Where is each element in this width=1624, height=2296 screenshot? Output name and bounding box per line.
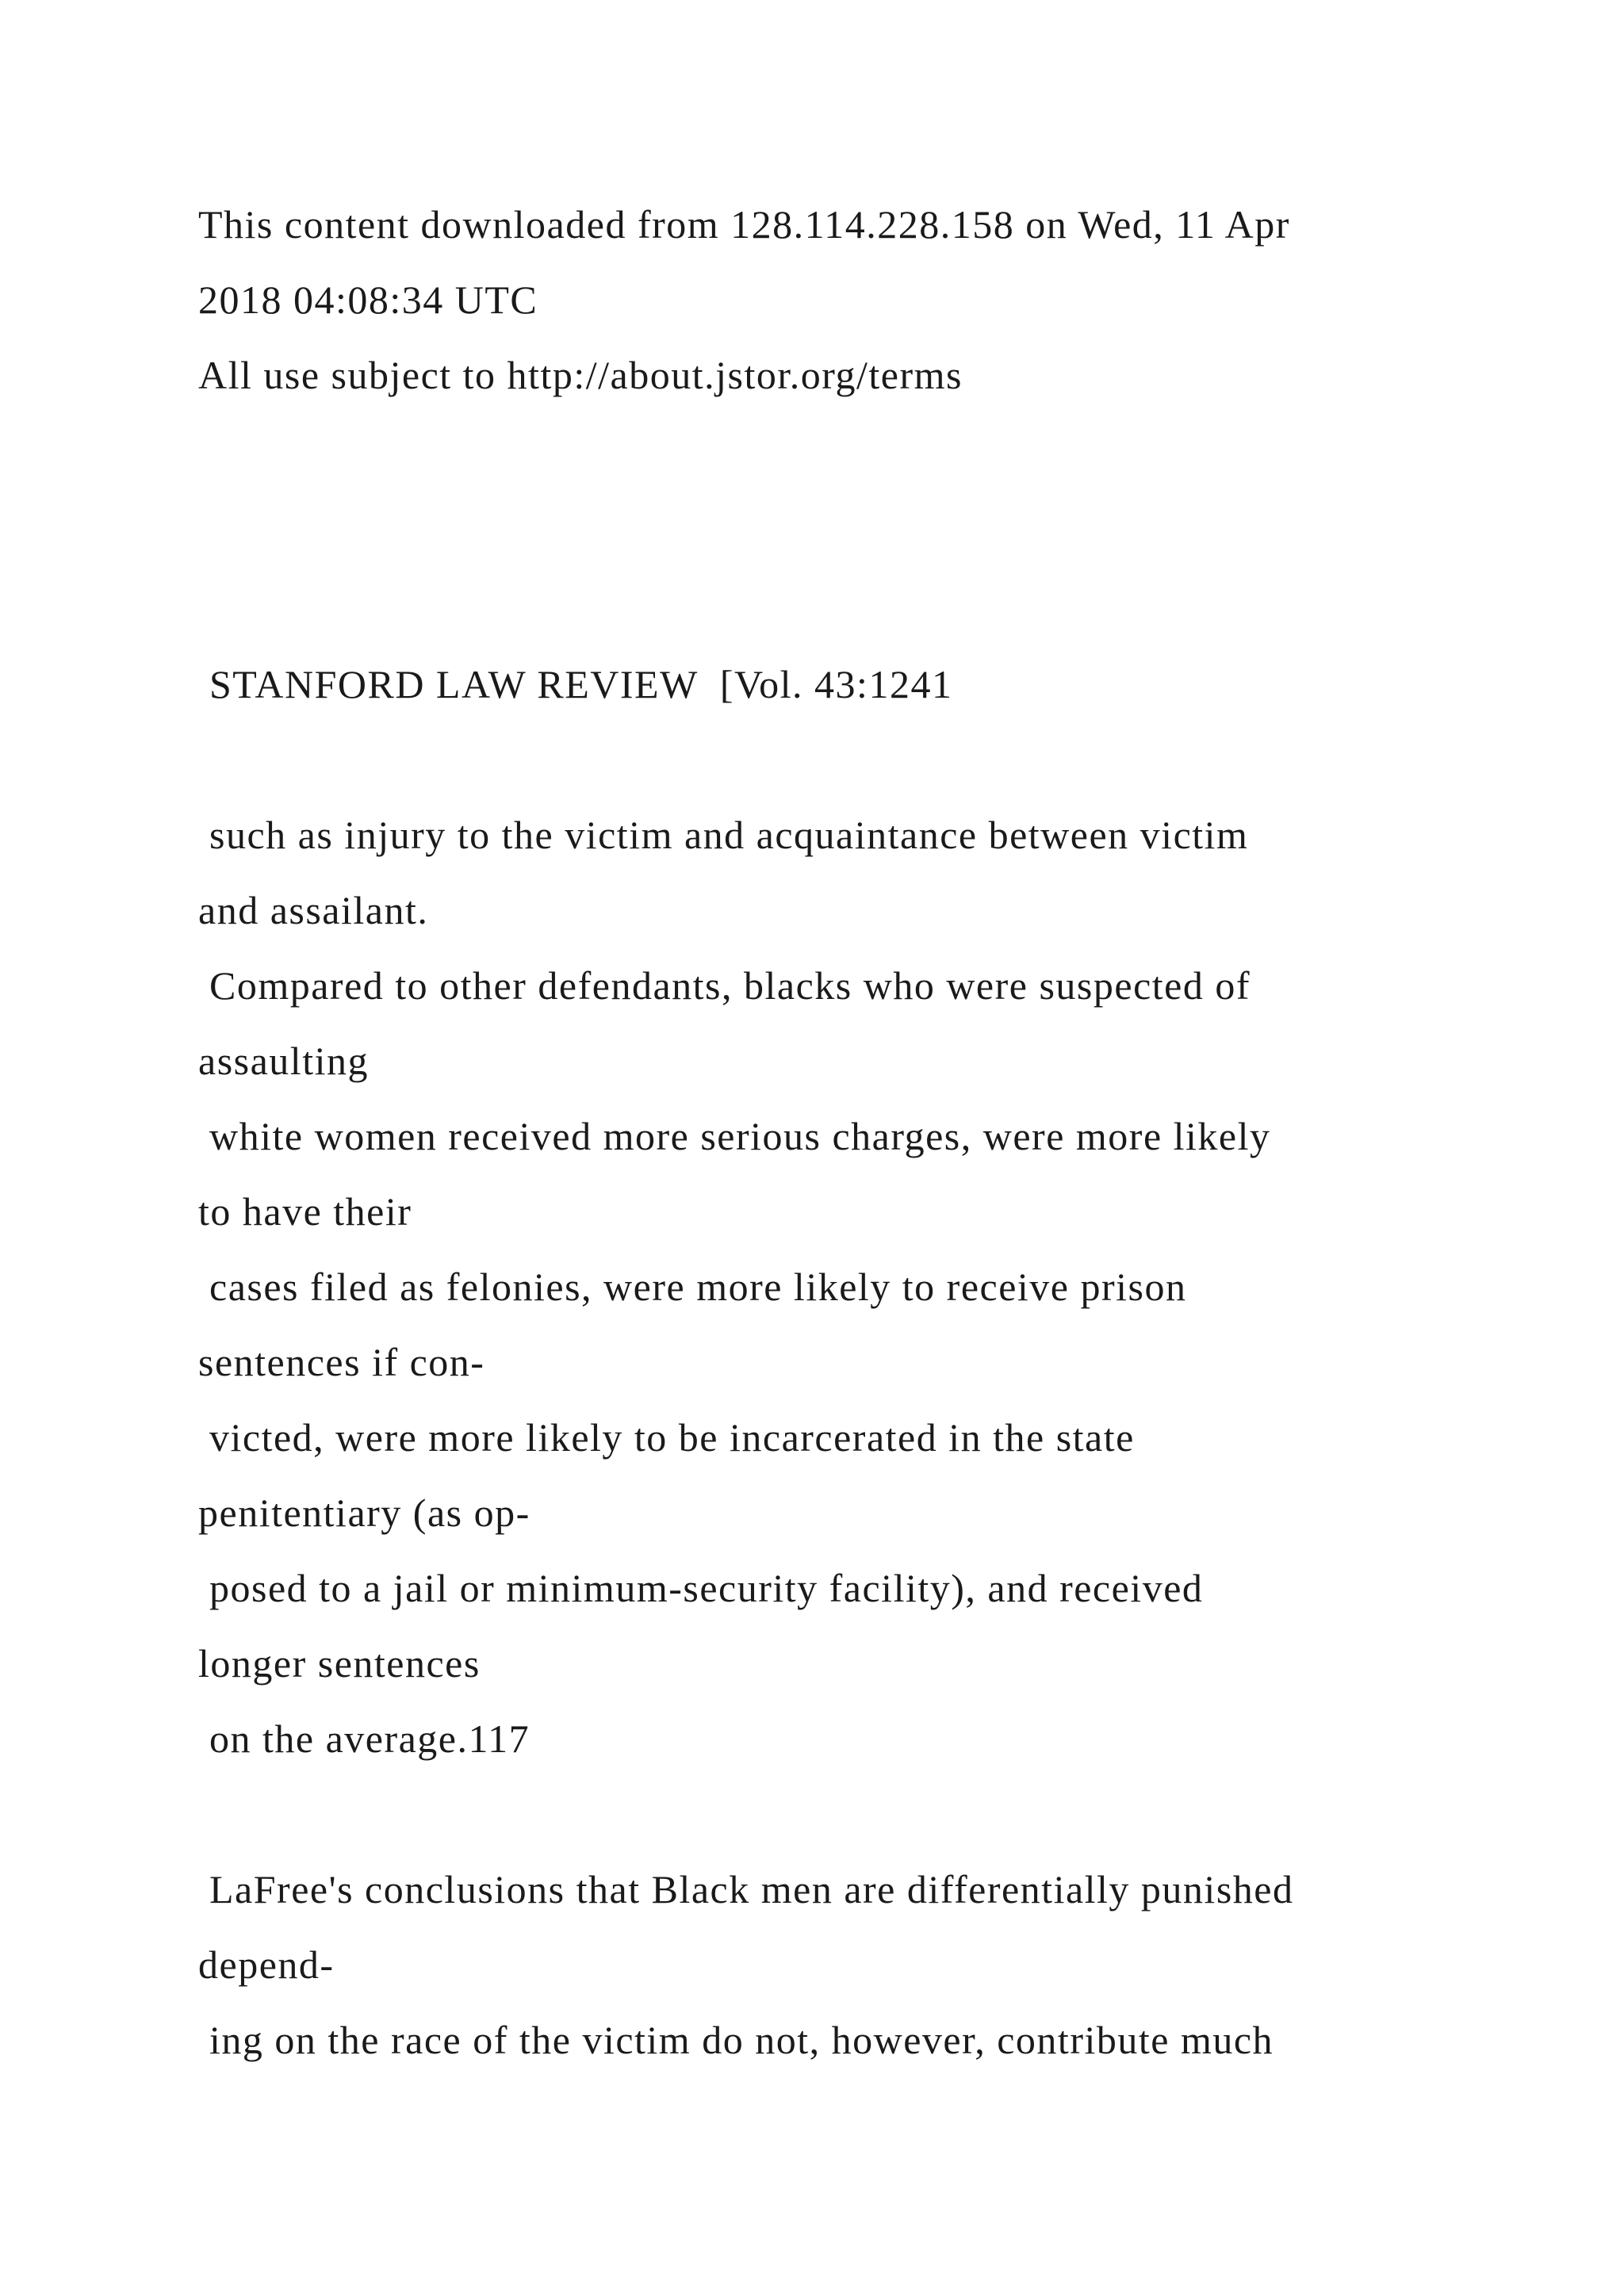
body-line: longer sentences	[198, 1641, 481, 1686]
body-line: cases filed as felonies, were more likely to receive prison	[198, 1265, 1187, 1309]
body-line: ing on the race of the victim do not, however, contribute much	[198, 2018, 1274, 2062]
download-notice-line-2: 2018 04:08:34 UTC	[198, 277, 538, 322]
body-line: to have their	[198, 1189, 412, 1234]
body-line: penitentiary (as op-	[198, 1490, 530, 1535]
body-line: and assailant.	[198, 888, 429, 932]
download-notice-line-1: This content downloaded from 128.114.228.158 on Wed, 11 Apr	[198, 202, 1290, 247]
running-head: STANFORD LAW REVIEW [Vol. 43:1241	[198, 662, 953, 706]
body-line: depend-	[198, 1942, 335, 1987]
body-line: posed to a jail or minimum-security facility), and received	[198, 1566, 1204, 1610]
body-line: sentences if con-	[198, 1340, 485, 1384]
body-line: LaFree's conclusions that Black men are differentially punished	[198, 1867, 1294, 1911]
terms-notice: All use subject to http://about.jstor.org/terms	[198, 353, 963, 397]
body-line: Compared to other defendants, blacks who were suspected of	[198, 963, 1251, 1008]
body-line: victed, were more likely to be incarcerated in the state	[198, 1415, 1135, 1460]
body-line: assaulting	[198, 1039, 369, 1083]
body-line: white women received more serious charges, were more likely	[198, 1114, 1271, 1158]
body-line: such as injury to the victim and acquaintance between victim	[198, 813, 1249, 857]
body-line: on the average.117	[198, 1716, 530, 1761]
